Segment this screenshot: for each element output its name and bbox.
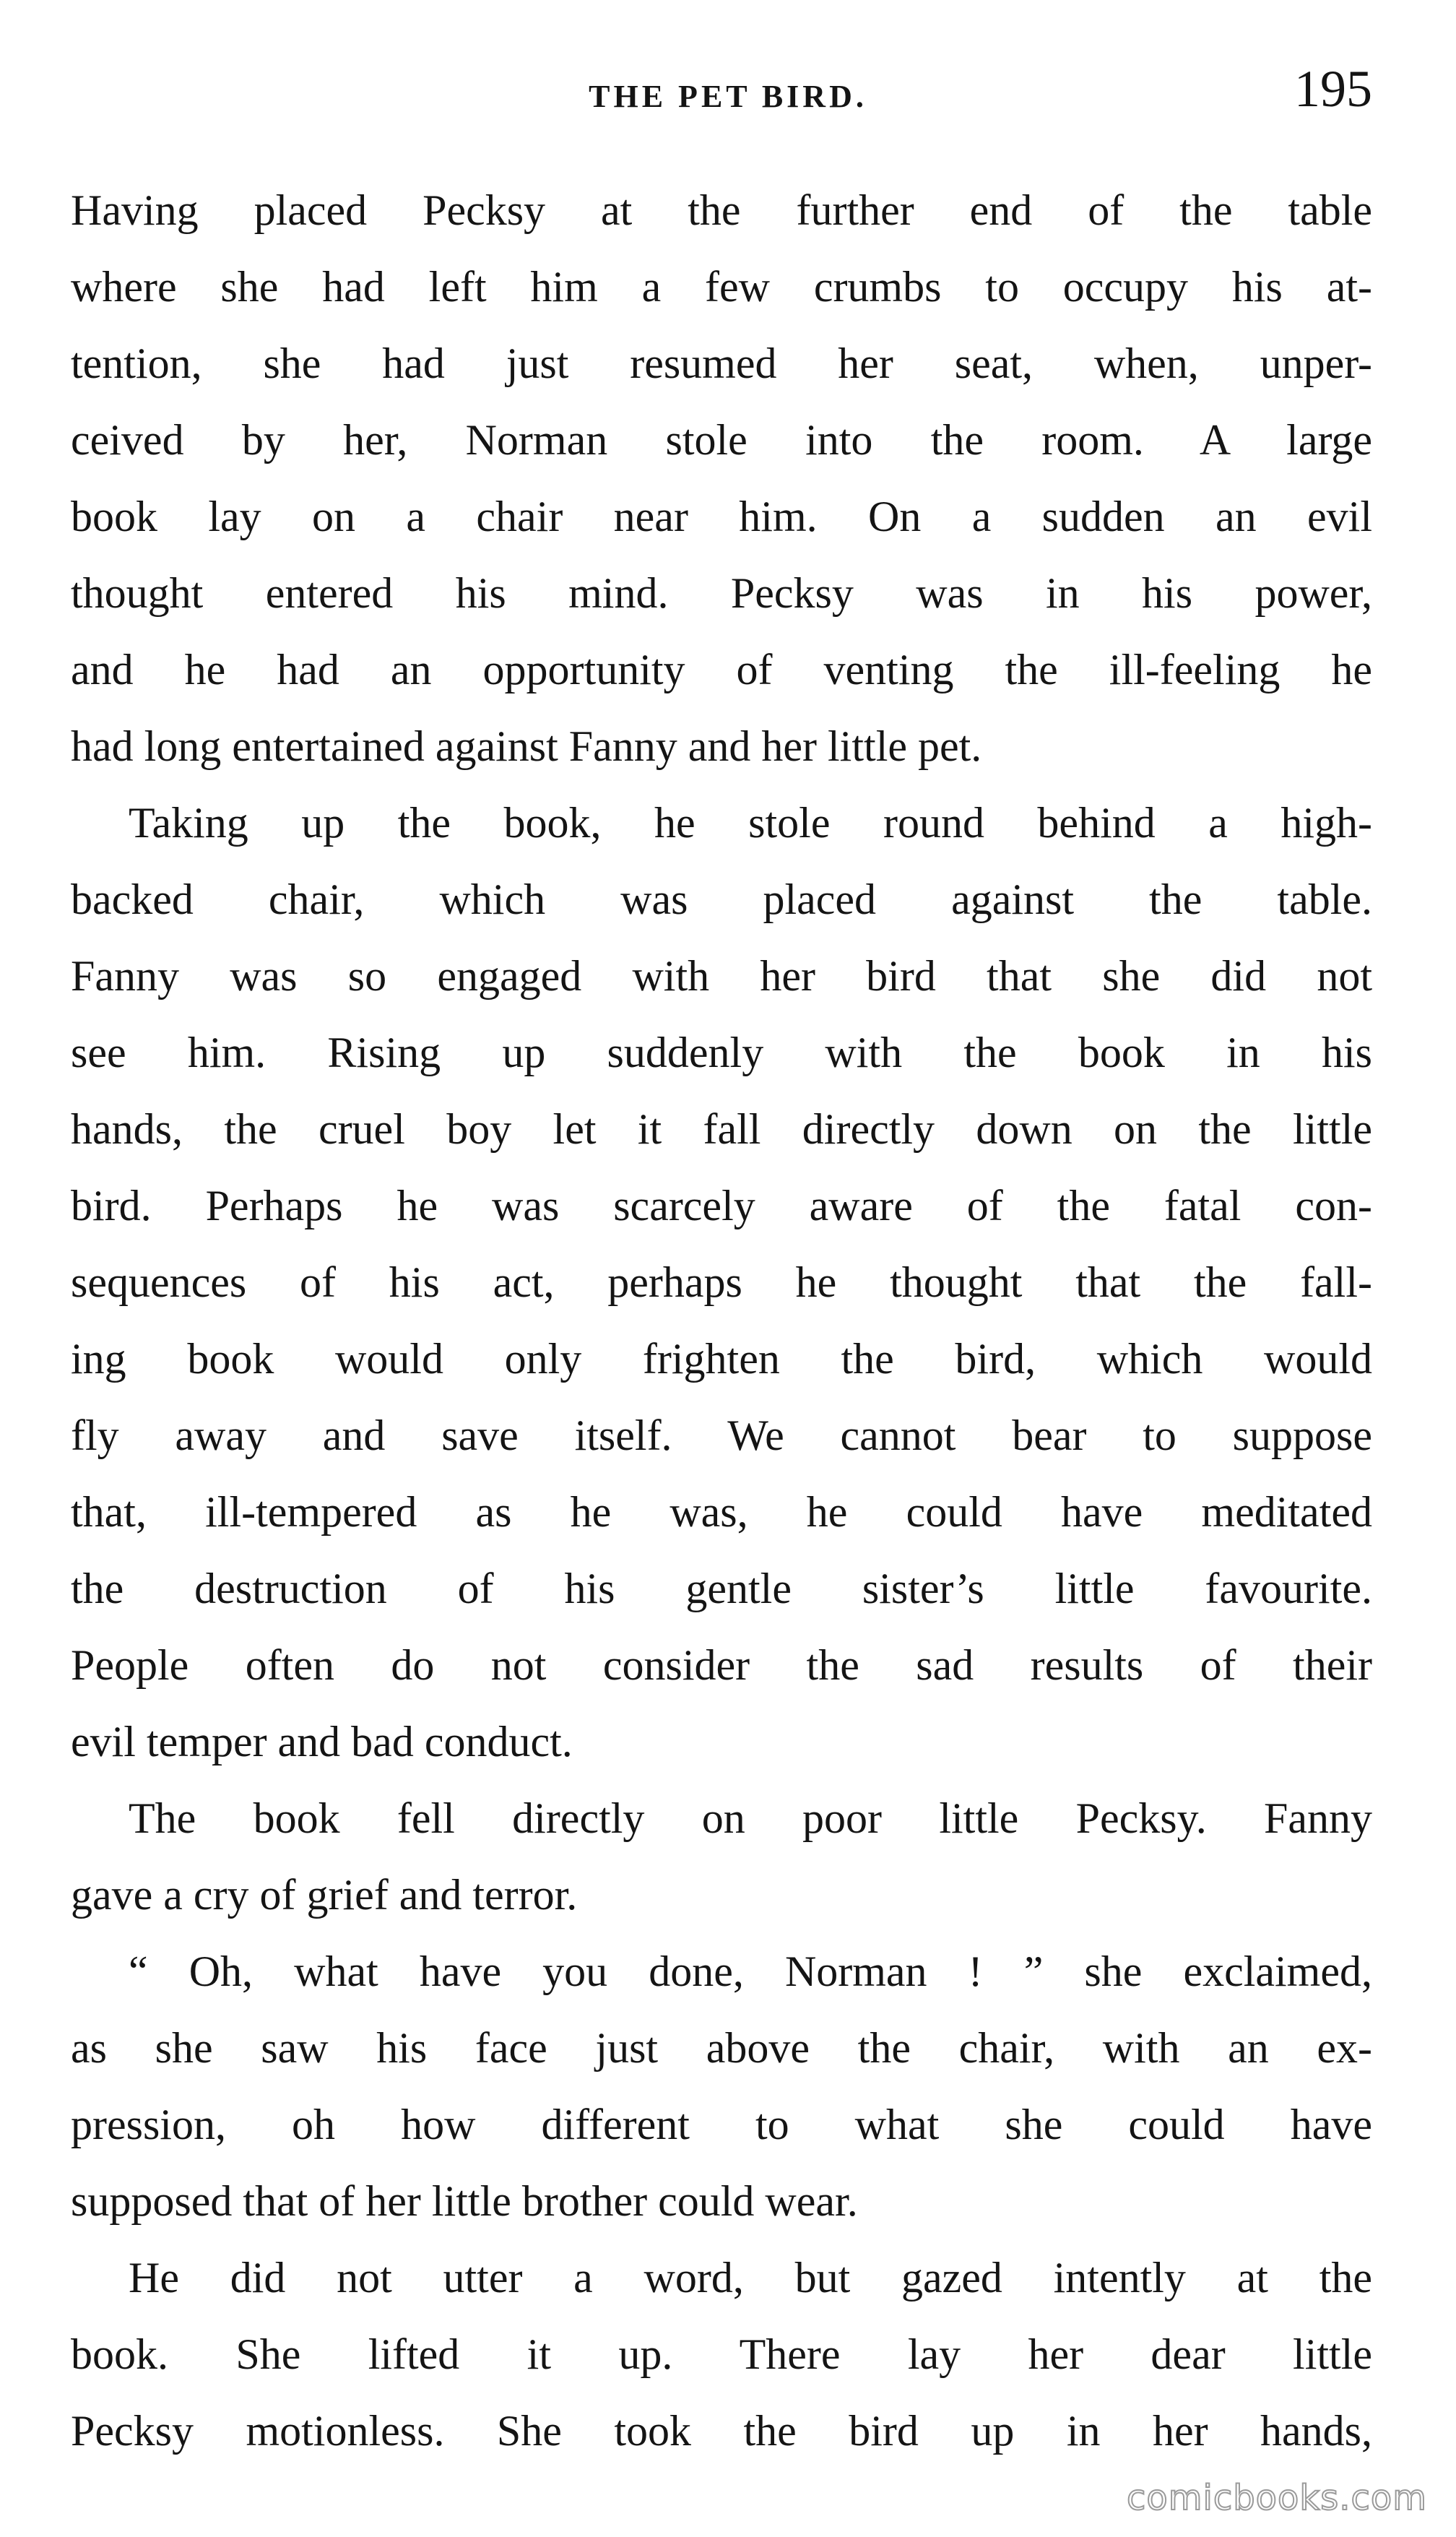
- text-line: ceived by her, Norman stole into the room. A large: [71, 416, 1372, 464]
- text-line: gave a cry of grief and terror.: [71, 1871, 578, 1919]
- text-line: tention, she had just resumed her seat, when, unper-: [71, 340, 1372, 387]
- text-line: book. She lifted it up. There lay her dear little: [71, 2330, 1372, 2378]
- page-number: 195: [1294, 60, 1372, 118]
- text-line: He did not utter a word, but gazed intently at the: [129, 2254, 1372, 2302]
- text-line: evil temper and bad conduct.: [71, 1718, 573, 1765]
- text-line: ing book would only frighten the bird, which would: [71, 1335, 1372, 1383]
- text-line: Having placed Pecksy at the further end of the table: [71, 186, 1372, 234]
- text-line: book lay on a chair near him. On a sudden an evil: [71, 493, 1372, 540]
- text-line: pression, oh how different to what she could have: [71, 2101, 1372, 2148]
- text-line: had long entertained against Fanny and her little pet.: [71, 722, 982, 770]
- text-line: see him. Rising up suddenly with the book in his: [71, 1029, 1372, 1076]
- text-line: People often do not consider the sad results of their: [71, 1641, 1372, 1689]
- text-line: Fanny was so engaged with her bird that she did not: [71, 952, 1372, 1000]
- text-line: the destruction of his gentle sister’s little favourite.: [71, 1565, 1372, 1612]
- text-line: Pecksy motionless. She took the bird up in her hands,: [71, 2407, 1372, 2455]
- text-line: where she had left him a few crumbs to occupy his at-: [71, 263, 1372, 311]
- text-line: and he had an opportunity of venting the ill-feeling he: [71, 646, 1372, 693]
- text-line: The book fell directly on poor little Pecksy. Fanny: [129, 1794, 1372, 1842]
- text-line: backed chair, which was placed against the table.: [71, 876, 1372, 923]
- text-line: fly away and save itself. We cannot bear to suppose: [71, 1412, 1372, 1459]
- text-line: thought entered his mind. Pecksy was in his power,: [71, 569, 1372, 617]
- text-line: as she saw his face just above the chair, with an ex-: [71, 2024, 1372, 2072]
- watermark: comicbooks.com: [1126, 2478, 1427, 2518]
- text-line: Taking up the book, he stole round behind a high-: [129, 799, 1372, 847]
- text-line: that, ill-tempered as he was, he could have meditated: [71, 1488, 1372, 1536]
- text-line: “ Oh, what have you done, Norman ! ” she exclaimed,: [129, 1948, 1372, 1995]
- running-title: THE PET BIRD.: [589, 79, 867, 114]
- text-line: sequences of his act, perhaps he thought that the fall-: [71, 1258, 1372, 1306]
- text-line: bird. Perhaps he was scarcely aware of the fatal con-: [71, 1182, 1372, 1229]
- text-line: hands, the cruel boy let it fall directly down on the little: [71, 1105, 1372, 1153]
- text-line: supposed that of her little brother could wear.: [71, 2177, 858, 2225]
